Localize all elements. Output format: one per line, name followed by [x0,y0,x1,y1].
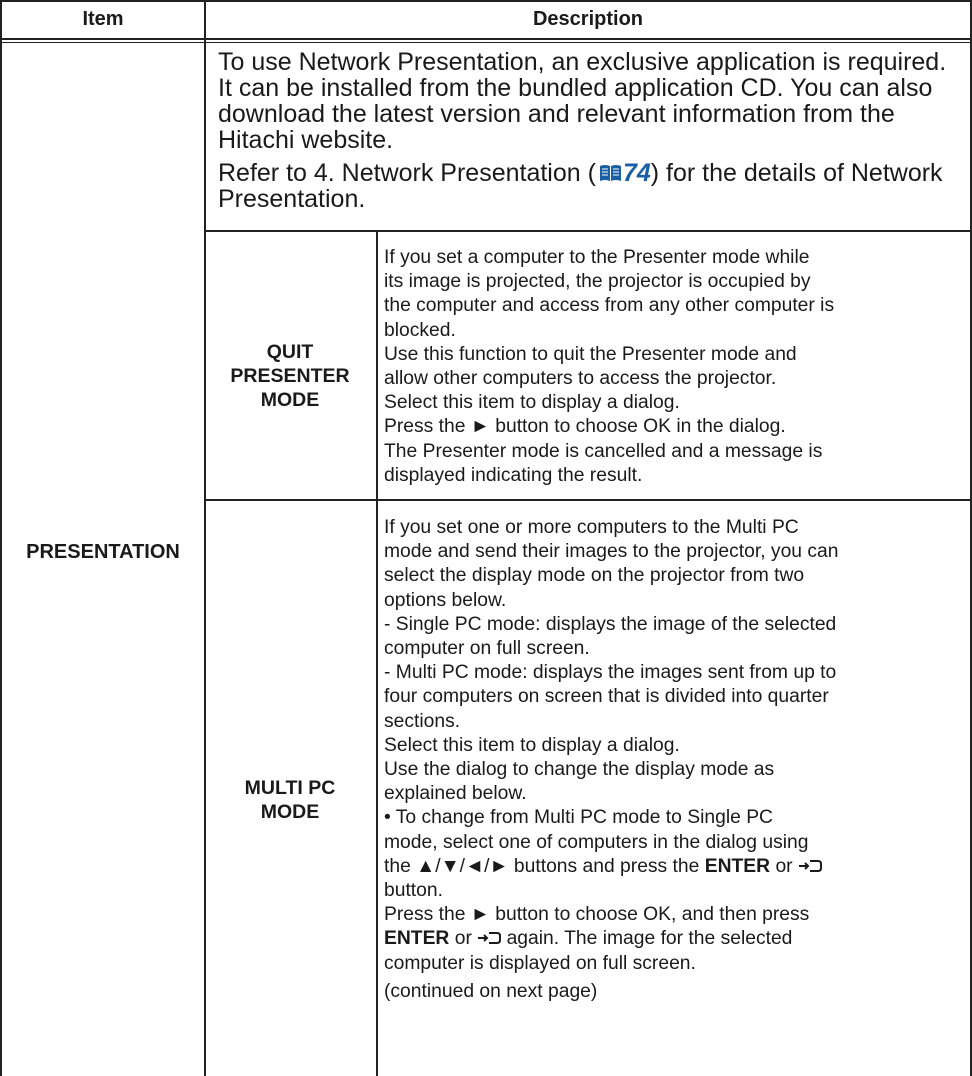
intro-text [218,49,958,212]
intro-ref-before: Refer to 4. Network Presentation ( [218,159,596,187]
intro-paragraph-2 [218,160,958,212]
intro-ref-after: ) for the details of Network Presentation. [218,159,943,213]
item-presentation: PRESENTATION [26,541,180,563]
header-item: Item [82,7,124,30]
desc-line: blocked. [384,319,456,341]
desc-line: computer on full screen. [384,638,590,660]
item-column-divider [204,0,206,1076]
enter-key-label: ENTER [384,928,450,950]
desc-line: button. [384,880,443,902]
label-line: MODE [260,389,320,411]
enter-key-label: ENTER [704,855,771,877]
multi-pc-mode-label [206,776,374,824]
desc-line: mode, select one of computers in the dialog using [384,831,809,853]
desc-line: the computer and access from any other computer is [384,295,835,317]
desc-line: allow other computers to access the projector. [384,368,777,390]
desc-line: The Presenter mode is cancelled and a message is [384,440,823,462]
desc-line: Use this function to quit the Presenter mode and [384,343,797,365]
page-reference[interactable]: 74 [622,159,651,187]
label-line: MULTI PC [244,777,336,799]
desc-line: • To change from Multi PC mode to Single PC [384,807,773,829]
label-line: PRESENTER [230,365,350,387]
desc-line: Press the ► button to choose OK, and then press [384,904,810,926]
intro-bottom-border [204,230,972,232]
desc-line: options below. [384,589,507,611]
desc-line: select the display mode on the projector from two [384,565,805,587]
desc-line: If you set one or more computers to the Multi PC [384,517,799,538]
desc-text: or [770,855,798,877]
desc-line: four computers on screen that is divided into quarter [384,686,829,708]
desc-line: - Single PC mode: displays the image of the selected [384,613,837,635]
desc-text: or [449,928,478,950]
desc-line: displayed indicating the result. [384,464,643,486]
header-description: Description [532,7,644,30]
desc-line [384,927,958,951]
input-source-icon [798,858,822,874]
desc-line: If you set a computer to the Presenter mode while [384,247,810,268]
desc-line: Select this item to display a dialog. [384,734,680,756]
multi-pc-mode-description [384,516,958,1004]
input-source-icon [477,930,501,946]
quit-presenter-mode-label [206,340,374,412]
intro-paragraph-1: To use Network Presentation, an exclusive application is required. It can be installed from the bundled application CD. You can also download the latest version and relevant information from the Hitachi website. [218,48,947,154]
header-underline [0,42,972,43]
desc-line: Use the dialog to change the display mode as [384,759,775,781]
label-line: MODE [260,801,320,823]
desc-line: Press the ► button to choose OK in the dialog. [384,416,786,438]
quit-presenter-mode-description [384,246,958,488]
header-bottom-border [0,38,972,40]
desc-text: the ▲/▼/◄/► buttons and press the [384,855,705,877]
desc-line: sections. [384,710,461,732]
sub-column-divider [376,230,378,1076]
book-icon [598,163,623,183]
desc-line: explained below. [384,783,527,805]
desc-line: - Multi PC mode: displays the images sent from up to [384,662,837,684]
table-left-border [0,0,2,1076]
desc-line: mode and send their images to the projector, you can [384,541,839,563]
continued-note: (continued on next page) [384,980,598,1002]
desc-line: computer is displayed on full screen. [384,952,696,974]
desc-line: Select this item to display a dialog. [384,392,680,414]
quit-row-bottom-border [204,499,972,501]
desc-text: again. The image for the selected [501,928,793,950]
label-line: QUIT [266,341,314,363]
desc-line [384,855,958,879]
desc-line: its image is projected, the projector is occupied by [384,271,811,293]
